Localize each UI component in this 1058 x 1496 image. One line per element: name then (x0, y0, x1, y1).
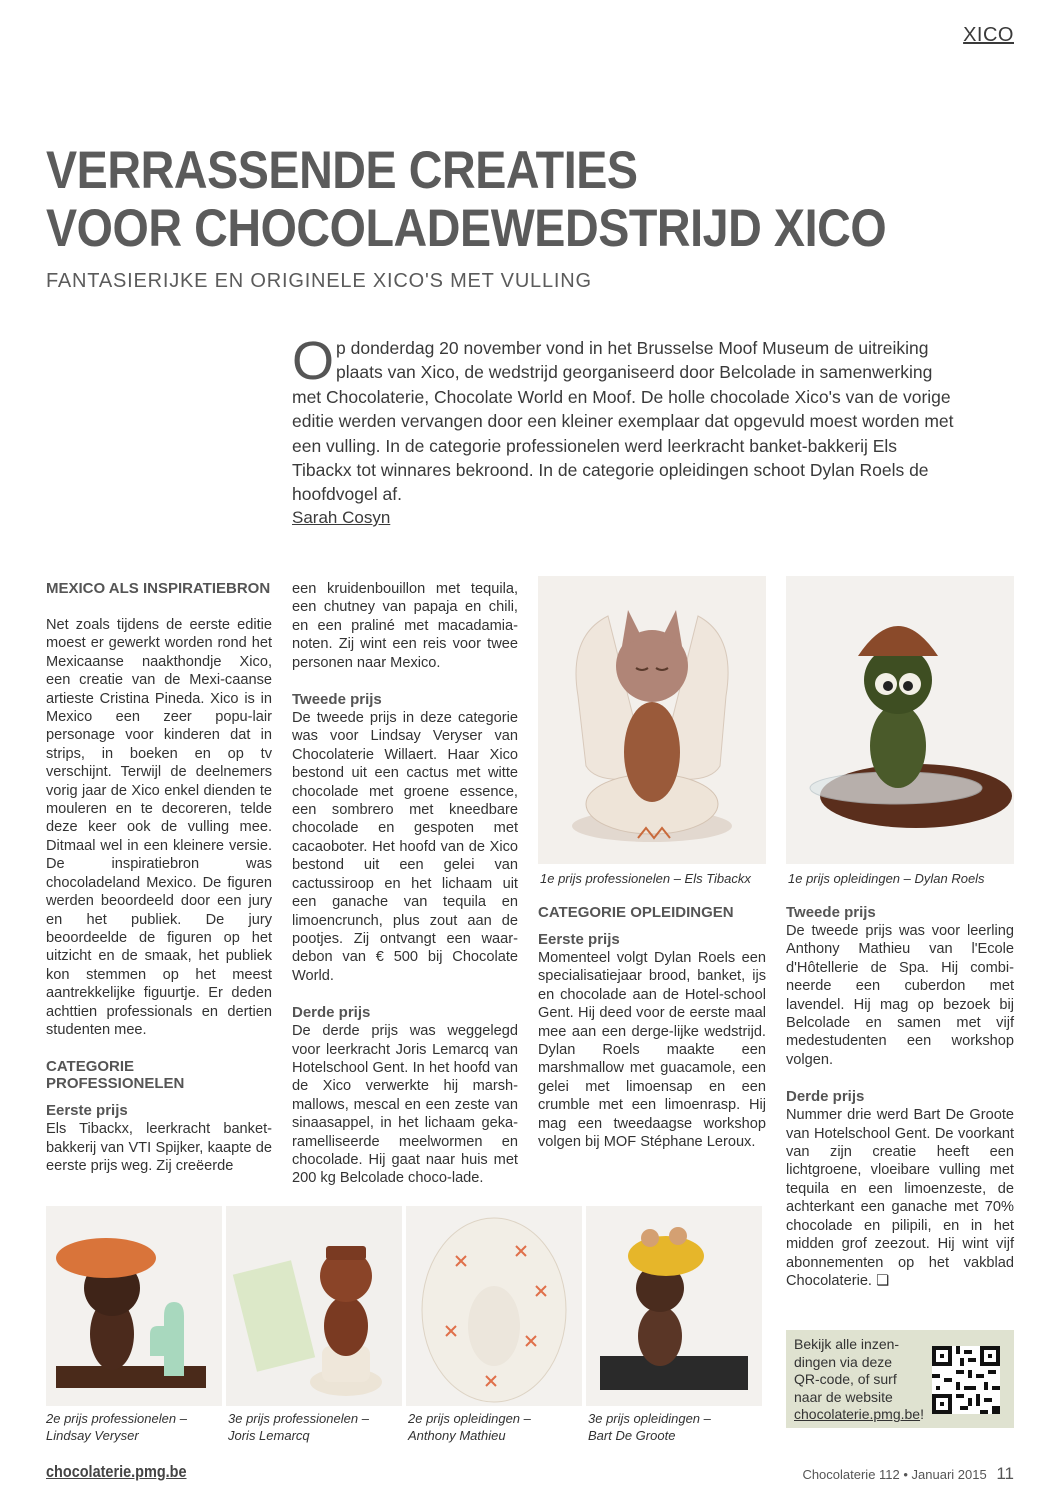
photo-anthony-mathieu (406, 1206, 582, 1406)
column-2 (292, 580, 518, 1188)
caption-els-tibackx: 1e prijs professionelen – Els Tibackx (540, 871, 751, 886)
section-tag: XICO (963, 24, 1014, 46)
column-4 (786, 904, 1014, 1290)
column-1 (46, 580, 272, 1176)
chocolate-figure-image (586, 1206, 762, 1406)
paragraph: De derde prijs was weggelegd voor leerkracht Joris Lemarcq van Hotelschool Gent. In het hoofd van de Xico verwerkte hij marsh-mallows, mescal en een zeste van sinaasappel, in het lichaam geka-ramelliseerde meelwormen en chocolade. Hij gaat naar huis met 200 kg Belcolade choco-lade. (292, 1023, 518, 1187)
photo-lindsay-veryser (46, 1206, 222, 1406)
subheading-tweede-prijs: Tweede prijs (786, 904, 876, 921)
caption-dylan-roels: 1e prijs opleidingen – Dylan Roels (788, 871, 985, 886)
chocolate-figure-image (406, 1206, 582, 1406)
caption-bart-de-groote: 3e prijs opleidingen – Bart De Groote (588, 1411, 711, 1443)
chocolate-figure-image (538, 576, 766, 864)
paragraph: Nummer drie werd Bart De Groote van Hotelschool Gent. De voorkant van zijn creatie heeft een lichtgroene, vloeibare vulling met tequila en een limoenzeste, de achterkant een ganache met 70% chocolade en pilipili, en in het midden grof zeezout. Hij wint vijf abonnementen op het vakblad Chocolaterie. ❏ (786, 1107, 1014, 1289)
subheading-eerste-prijs: Eerste prijs (46, 1102, 128, 1120)
photo-dylan-roels (786, 576, 1014, 864)
paragraph: een kruidenbouillon met tequila, een chutney van papaja en chili, en een praliné met macadamia-noten. Zij wint een reis voor twee personen naar Mexico. (292, 581, 518, 671)
chocolate-figure-image (46, 1206, 222, 1406)
photo-els-tibackx (538, 576, 766, 864)
chocolate-figure-image (786, 576, 1014, 864)
website-link[interactable]: chocolaterie.pmg.be (794, 1406, 921, 1422)
photo-joris-lemarcq (226, 1206, 402, 1406)
subheading-derde-prijs: Derde prijs (292, 1004, 371, 1022)
author-byline: Sarah Cosyn (292, 508, 391, 527)
page-number: 11 (996, 1464, 1014, 1483)
qr-code-icon[interactable] (932, 1346, 1000, 1414)
subheadline: FANTASIERIJKE EN ORIGINELE XICO'S MET VULLING (46, 270, 592, 292)
paragraph: De tweede prijs was voor leerling Anthony Mathieu van l'Ecole d'Hôtellerie de Spa. Hij combi-neerde een cuberdon met lavendel. Hij mag op bezoek bij Belcolade en samen met vijf medestudenten een workshop volgen. (786, 923, 1014, 1068)
heading-professionelen: CATEGORIE PROFESSIONELEN (46, 1058, 185, 1093)
headline (46, 142, 891, 258)
qr-info-text: Bekijk alle inzen-dingen via deze QR-code, of surf naar de website chocolaterie.pmg.be! (794, 1336, 924, 1422)
heading-mexico: MEXICO ALS INSPIRATIEBRON (46, 580, 271, 597)
chocolate-figure-image (226, 1206, 402, 1406)
photo-bart-de-groote (586, 1206, 762, 1406)
paragraph: Net zoals tijdens de eerste editie moest er gewerkt worden rond het Mexicaanse naakthondje Xico, een creatie van de Mexi-caanse artieste Cristina Pineda. Xico is in Mexico een zeer popu-lair personage voor kinderen dat in strips, in boeken en op tv verschijnt. Terwijl de deelnemers vorig jaar de Xico enkel dienden te mouleren en te decoreren, telde deze keer ook de vulling mee. Ditmaal wel in een kleinere versie. De inspiratiebron was chocoladeland Mexico. De figuren werden beoordeeld door een jury en het publiek. De jury beoordeelde de figuren op het uitzicht en de smaak, het publiek kon stemmen op het meest aantrekkelijke figuurtje. Er deden achttien professionals en dertien studenten mee. (46, 617, 272, 1038)
heading-opleidingen: CATEGORIE OPLEIDINGEN (538, 904, 734, 921)
subheading-eerste-prijs: Eerste prijs (538, 931, 620, 948)
footer-issue: Chocolaterie 112 • Januari 2015 11 (802, 1464, 1014, 1483)
caption-lindsay-veryser: 2e prijs professionelen – Lindsay Veryser (46, 1411, 187, 1443)
paragraph: Els Tibackx, leerkracht banket-bakkerij van VTI Spijker, kaapte de eerste prijs weg. Zij creëerde (46, 1121, 272, 1175)
headline-line-1: VERRASSENDE CREATIES (46, 141, 638, 200)
end-mark: ❏ (876, 1272, 890, 1289)
subheading-derde-prijs: Derde prijs (786, 1088, 865, 1106)
paragraph: De tweede prijs in deze categorie was voor Lindsay Veryser van Chocolaterie Willaert. Haar Xico bestond uit een cactus met witte chocolade met groene essence, een sombrero met kneedbare chocolade en gespoten met cacaoboter. Het hoofd van de Xico bestond uit een gelei van cactussiroop en het lichaam uit een ganache van tequila en limoencrunch, plus zout aan de pootjes. Zij ontvangt een waar-debon van € 500 bij Chocolate World. (292, 710, 518, 984)
headline-line-2: VOOR CHOCOLADEWEDSTRIJD XICO (46, 199, 887, 258)
column-3 (538, 904, 766, 1151)
caption-anthony-mathieu: 2e prijs opleidingen – Anthony Mathieu (408, 1411, 531, 1443)
subheading-tweede-prijs: Tweede prijs (292, 691, 382, 709)
lead-text: p donderdag 20 november vond in het Brusselse Moof Museum de uitreiking plaats van Xico, de wedstrijd georganiseerd door Belcolade in samenwerking met Chocolaterie, Chocolate World en Moof. De holle chocolade Xico's van de vorige editie werden vervangen door een kleiner exemplaar dat opgevuld moest worden met een vulling. In de categorie professionelen werd leerkracht banket-bakkerij Els Tibackx tot winnares bekroond. In de categorie opleidingen schoot Dylan Roels de hoofdvogel af. (292, 338, 954, 505)
caption-joris-lemarcq: 3e prijs professionelen – Joris Lemarcq (228, 1411, 369, 1443)
lead-paragraph (292, 331, 956, 507)
footer-website[interactable]: chocolaterie.pmg.be (46, 1462, 187, 1481)
paragraph: Momenteel volgt Dylan Roels een specialisatiejaar brood, banket, ijs en chocolade aan de Hotel-school Gent. Hij deed voor de eerste maal mee aan een derge-lijke wedstrijd. Dylan Roels maakte een marshmallow met guacamole, een gelei met limoensap en een crumble met een limoenrasp. Hij mag een tweedaagse workshop volgen bij MOF Stéphane Leroux. (538, 950, 766, 1151)
drop-cap: O (292, 331, 335, 391)
